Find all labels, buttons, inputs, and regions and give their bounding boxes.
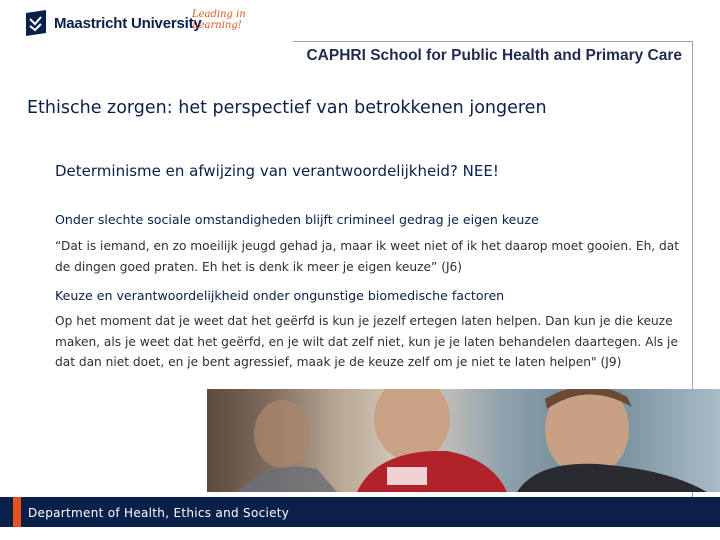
footer-accent xyxy=(13,497,21,527)
section-heading: Keuze en verantwoordelijkheid onder ongunstige biomedische factoren xyxy=(55,288,505,303)
section-quote: “Dat is iemand, en zo moeilijk jeugd gehad ja, maar ik weet niet of ik het daarop moet gooien. Eh, dat de dingen goed praten. Eh het is denk ik meer je eigen keuze” (J6) xyxy=(55,239,680,274)
slide-title: Ethische zorgen: het perspectief van betrokkenen jongeren xyxy=(27,98,547,118)
university-logo-icon xyxy=(26,10,46,36)
slide-subtitle: Determinisme en afwijzing van verantwoordelijkheid? NEE! xyxy=(55,162,499,180)
school-name: CAPHRI School for Public Health and Primary Care xyxy=(306,47,682,64)
youth-photo xyxy=(207,389,720,492)
header-divider xyxy=(293,41,693,42)
university-name: Maastricht University xyxy=(54,15,202,32)
header xyxy=(0,0,720,40)
department-name: Department of Health, Ethics and Society xyxy=(28,506,290,520)
section-quote: Op het moment dat je weet dat het geërfd is kun je jezelf ertegen laten helpen. Dan kun je die keuze maken, als je weet dat het geërfd, en je wilt dat zelf niet, kun je je laten behandelen daartegen. Als je dat dan niet doet, en je bent agressief, maak je de keuze zelf om je niet te laten helpen" (J9) xyxy=(55,314,678,369)
tagline: Leading in Learning! xyxy=(192,9,246,31)
youth-photo-illustration xyxy=(207,389,720,492)
section-heading: Onder slechte sociale omstandigheden blijft crimineel gedrag je eigen keuze xyxy=(55,212,539,227)
